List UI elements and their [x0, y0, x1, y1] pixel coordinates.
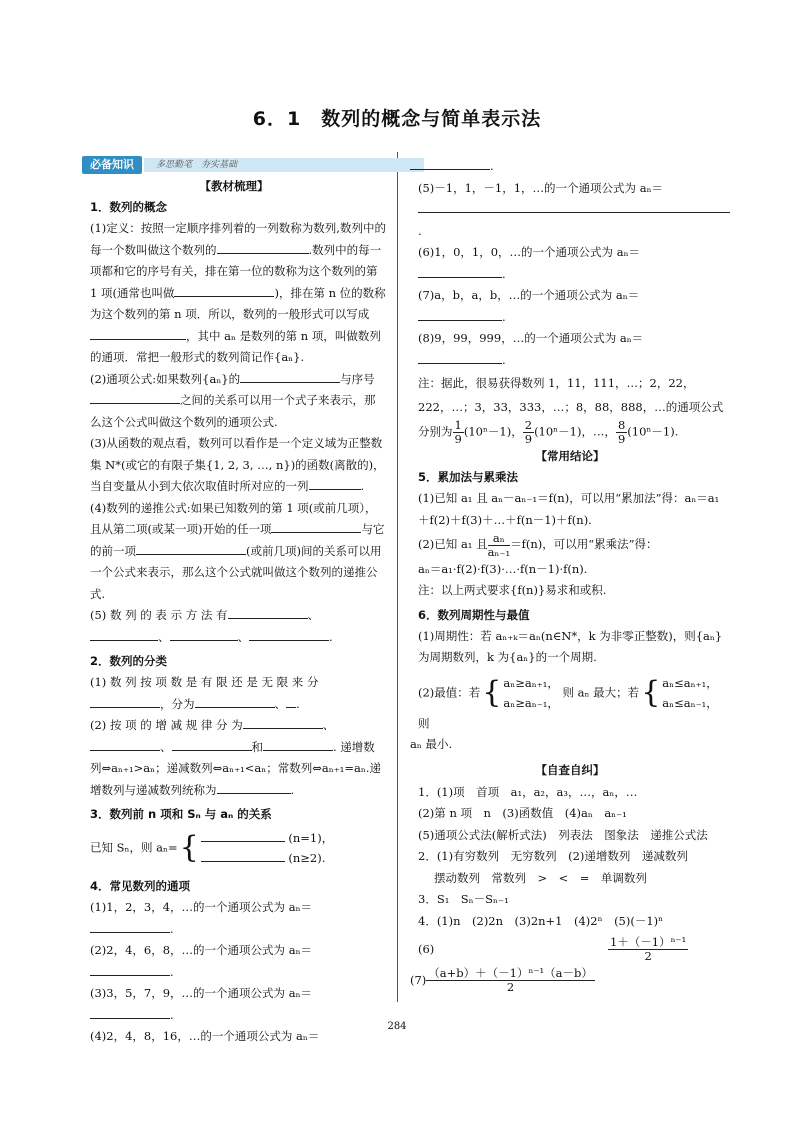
fill-blank	[90, 739, 160, 751]
fill-blank	[217, 242, 309, 254]
left-brace-icon: {	[641, 674, 661, 710]
fill-blank	[201, 850, 285, 862]
text: 与序号	[340, 371, 375, 386]
text: ，其中 aₙ 是数列的第 n 项，叫做数列的通项．常把一般形式的数列简记作{aₙ}.	[90, 328, 381, 364]
s6-extremum	[410, 673, 730, 735]
left-brace-icon: {	[179, 830, 199, 865]
s2-by-trend: (2) 按 项 的 增 减 规 律 分 为 、、 和 . 递增数列⇔aₙ₊₁>aₙ；递减数列⇔aₙ₊₁<aₙ；常数列⇔aₙ₊₁=aₙ.递增数列与递减数列统称为 .	[90, 718, 381, 797]
text: (1)1，2，3，4，…的一个通项公式为 aₙ＝	[90, 900, 313, 914]
answer-line: 4．(1)n (2)2n (3)2n+1 (4)2ⁿ (5)(－1)ⁿ	[418, 913, 664, 928]
fill-blank	[174, 285, 274, 297]
text: aₙ≤aₙ₋₁，	[662, 695, 718, 710]
fill-blank	[90, 328, 186, 340]
answer-line: 3．S₁ Sₙ－Sₙ₋₁	[418, 892, 509, 907]
text: 则 aₙ 最大；若	[562, 684, 640, 699]
fill-blank	[136, 543, 246, 555]
answer-7	[410, 965, 730, 994]
text: (6)	[418, 942, 435, 957]
s6-min: aₙ 最小.	[410, 737, 453, 752]
answer-line: (5)通项公式法(解析式法) 列表法 图象法 递推公式法	[418, 827, 708, 842]
left-brace-icon: {	[482, 674, 502, 710]
text: (4)数列的递推公式:如果已知数列的第 1 项(或前几项），且从第二项(或某一项)开始的任一项	[90, 500, 377, 536]
page-number: 284	[387, 1021, 407, 1032]
page-title: 6．1 数列的概念与简单表示法	[252, 108, 542, 130]
text: . 递增数列⇔aₙ₊₁>aₙ；递减数列⇔aₙ₊₁<aₙ；常数列⇔aₙ₊₁=aₙ.递增数列与递减数列统称为	[90, 739, 381, 797]
fill-blank	[418, 352, 502, 364]
text: aₙ≥aₙ₊₁，	[503, 675, 559, 690]
text: (10ⁿ－1)，	[463, 424, 523, 439]
denominator: 2	[506, 979, 515, 994]
s1-definition	[82, 218, 386, 369]
left-column	[82, 156, 386, 1048]
s4-note	[410, 371, 730, 446]
fill-blank	[170, 629, 238, 641]
section-1-title: 1．数列的概念	[90, 200, 168, 214]
text: .数列中的每一项都和它的序号有关，排在第一位的数称为这个数列的第 1 项(通常也叫做	[90, 242, 382, 300]
s4-item-8: (8)9，99，999，…的一个通项公式为 aₙ＝ .	[418, 331, 644, 367]
s3-relation	[82, 828, 386, 868]
fill-blank	[418, 201, 730, 213]
fill-blank	[90, 629, 158, 641]
heading-self-check: 【自查自纠】	[535, 762, 605, 777]
section-5-title: 5．累加法与累乘法	[418, 470, 519, 484]
text: 和	[251, 739, 263, 754]
section-6-title: 6．数列周期性与最值	[418, 607, 530, 622]
fill-blank	[90, 964, 170, 976]
text: (7)a，b，a，b，…的一个通项公式为 aₙ＝	[418, 288, 640, 302]
s5-multiply	[410, 531, 730, 559]
answer-line: 2．(1)有穷数列 无穷数列 (2)递增数列 递减数列	[418, 849, 688, 864]
denominator: 9	[454, 432, 462, 446]
denominator: aₙ₋₁	[487, 544, 511, 559]
text: 与它的前一项	[90, 522, 385, 558]
fill-blank	[418, 266, 502, 278]
answer-6	[410, 934, 730, 963]
banner-tag: 必备知识	[82, 156, 142, 174]
fill-blank	[195, 696, 275, 708]
text: (1)定义：按照一定顺序排列着的一列数称为数列,数列中的每一个数叫做这个数列的	[90, 221, 386, 257]
fill-blank	[309, 478, 361, 490]
text: (6)1，0，1，0，…的一个通项公式为 aₙ＝	[418, 245, 641, 259]
numerator: （a+b）＋（－1）ⁿ⁻¹（a－b）	[428, 965, 593, 980]
s4-item-3: (3)3，5，7，9，…的一个通项公式为 aₙ＝ .	[90, 986, 313, 1022]
s6-period: (1)周期性：若 aₙ₊ₖ＝aₙ(n∈N*，k 为非零正整数)，则{aₙ}为周期数列，k 为{aₙ}的一个周期.	[418, 628, 723, 664]
cases	[662, 673, 717, 713]
denominator: 9	[524, 432, 533, 446]
s5-note: 注：以上两式要求{f(n)}易求和或积.	[418, 583, 607, 597]
numerator: 1＋（－1）ⁿ⁻¹	[609, 934, 687, 949]
fraction	[608, 936, 688, 963]
fraction	[616, 419, 627, 446]
banner-subtitle: 多思勤笔 夯实基础	[144, 158, 424, 172]
fill-blank	[90, 696, 160, 708]
text: (10ⁿ－1)，…，	[534, 424, 616, 439]
fill-blank	[243, 717, 323, 729]
fill-blank	[201, 830, 285, 842]
text: (2)2，4，6，8，…的一个通项公式为 aₙ＝	[90, 943, 313, 957]
text: )，排在第 n 位的数称为这个数列的第 n 项．所以，数列的一般形式可以写成	[90, 285, 386, 321]
answer-line: 1．(1)项 首项 a₁，a₂，a₃，…，aₙ，…	[418, 784, 638, 799]
s4-item-1: (1)1，2，3，4，…的一个通项公式为 aₙ＝ .	[90, 900, 313, 936]
section-banner	[82, 156, 386, 174]
s4-item-4-blank: .	[410, 156, 730, 178]
s5-accumulate: (1)已知 a₁ 且 aₙ－aₙ₋₁＝f(n)，可以用“累加法”得：aₙ＝a₁＋f(2)＋f(3)＋…＋f(n－1)＋f(n).	[418, 491, 720, 527]
text: (1) 数 列 按 项 数 是 有 限 还 是 无 限 来 分	[90, 675, 319, 689]
text: aₙ≥aₙ₋₁，	[503, 695, 559, 710]
numerator: 8	[617, 418, 626, 432]
fill-blank	[90, 1007, 170, 1019]
s1-general-term	[82, 369, 386, 434]
denominator: 9	[617, 432, 626, 446]
section-2-title: 2．数列的分类	[90, 654, 168, 668]
text: (5)－1，1，－1，1，…的一个通项公式为 aₙ＝	[418, 180, 664, 195]
answer-line: 摆动数列 常数列 > < = 单调数列	[434, 870, 647, 885]
s4-item-6: (6)1，0，1，0，…的一个通项公式为 aₙ＝ .	[418, 245, 641, 281]
fill-blank	[172, 739, 252, 751]
text: (3)从函数的观点看，数列可以看作是一个定义域为正整数集 N*(或它的有限子集{1, 2, 3, …, n})的函数(离散的)，当自变量从小到大依次取值时所对应的一列	[90, 436, 385, 493]
numerator: aₙ	[488, 532, 511, 546]
s4-item-2: (2)2，4，6，8，…的一个通项公式为 aₙ＝ .	[90, 943, 313, 979]
text: ＝f(n)，可以用“累乘法”得：	[510, 537, 658, 551]
fraction	[426, 967, 595, 994]
fill-blank	[90, 392, 180, 404]
text: (7)	[410, 973, 427, 988]
fraction	[453, 419, 464, 446]
text: (或前几项)间的关系可以用一个公式来表示，那么这个公式就叫做这个数列的递推公式.	[90, 543, 382, 601]
heading-textbook: 【教材梳理】	[199, 179, 269, 193]
fill-blank	[240, 371, 340, 383]
text: 之间的关系可以用一个式子来表示，那么这个公式叫做这个数列的通项公式.	[90, 393, 376, 429]
s1-recursive	[82, 498, 386, 606]
text: (8)9，99，999，…的一个通项公式为 aₙ＝	[418, 331, 644, 345]
fill-blank	[249, 629, 329, 641]
section-4-title: 4．常见数列的通项	[90, 879, 191, 893]
fill-blank	[228, 607, 308, 619]
fill-blank	[90, 921, 170, 933]
fraction	[523, 419, 534, 446]
fill-blank	[410, 158, 490, 170]
text: 已知 Sₙ，则 aₙ=	[90, 840, 178, 855]
text: (2)已知 a₁ 且	[418, 537, 488, 551]
text: aₙ≤aₙ₊₁，	[662, 675, 718, 690]
cases	[503, 673, 558, 713]
s4-item-7: (7)a，b，a，b，…的一个通项公式为 aₙ＝ .	[418, 288, 640, 324]
text: (2)最值：若	[418, 684, 481, 699]
right-column	[410, 156, 730, 994]
text: (3)3，5，7，9，…的一个通项公式为 aₙ＝	[90, 986, 313, 1000]
fill-blank	[217, 782, 291, 794]
text: 注：据此，很易获得数列 1，11，111，…；2，22，222，…；3，33，333，…；8，88，888，…的通项公式分别为	[418, 376, 724, 439]
fraction	[488, 532, 511, 559]
text: 则	[418, 715, 430, 730]
text: (4)2，4，8，16，…的一个通项公式为 aₙ＝	[90, 1029, 320, 1043]
numerator: 2	[524, 418, 533, 432]
heading-conclusions: 【常用结论】	[535, 449, 605, 463]
fill-blank	[286, 696, 296, 708]
text: (10ⁿ－1).	[627, 424, 679, 439]
text: (n≥2).	[288, 851, 326, 865]
fill-blank	[271, 521, 361, 533]
text: (2)通项公式:如果数列{aₙ}的	[90, 371, 241, 386]
section-3-title: 3．数列前 n 项和 Sₙ 与 aₙ 的关系	[90, 807, 272, 821]
s1-function-view: (3)从函数的观点看，数列可以看作是一个定义域为正整数集 N*(或它的有限子集{1, 2, 3, …, n})的函数(离散的)，当自变量从小到大依次取值时所对应的一列 .	[90, 436, 385, 493]
denominator: 2	[644, 948, 652, 963]
cases	[201, 828, 334, 868]
s1-representation: (5) 数 列 的 表 示 方 法 有 、、 、 .	[90, 608, 333, 644]
text: (2) 按 项 的 增 减 规 律 分 为	[90, 718, 243, 732]
fill-blank	[418, 309, 502, 321]
text: ，分为	[160, 696, 195, 711]
answer-line: (2)第 n 项 n (3)函数值 (4)aₙ aₙ₋₁	[418, 806, 627, 821]
text: (n=1)，	[288, 831, 334, 845]
s5-product: aₙ＝a₁·f(2)·f(3)·…·f(n－1)·f(n).	[418, 561, 588, 576]
s4-item-5: (5)－1，1，－1，1，…的一个通项公式为 aₙ＝ .	[410, 178, 730, 243]
numerator: 1	[454, 418, 462, 432]
column-divider	[397, 152, 398, 1002]
text: (5) 数 列 的 表 示 方 法 有	[90, 608, 228, 622]
fill-blank	[263, 739, 333, 751]
s2-by-count: (1) 数 列 按 项 数 是 有 限 还 是 无 限 来 分，分为 、 .	[90, 675, 319, 711]
